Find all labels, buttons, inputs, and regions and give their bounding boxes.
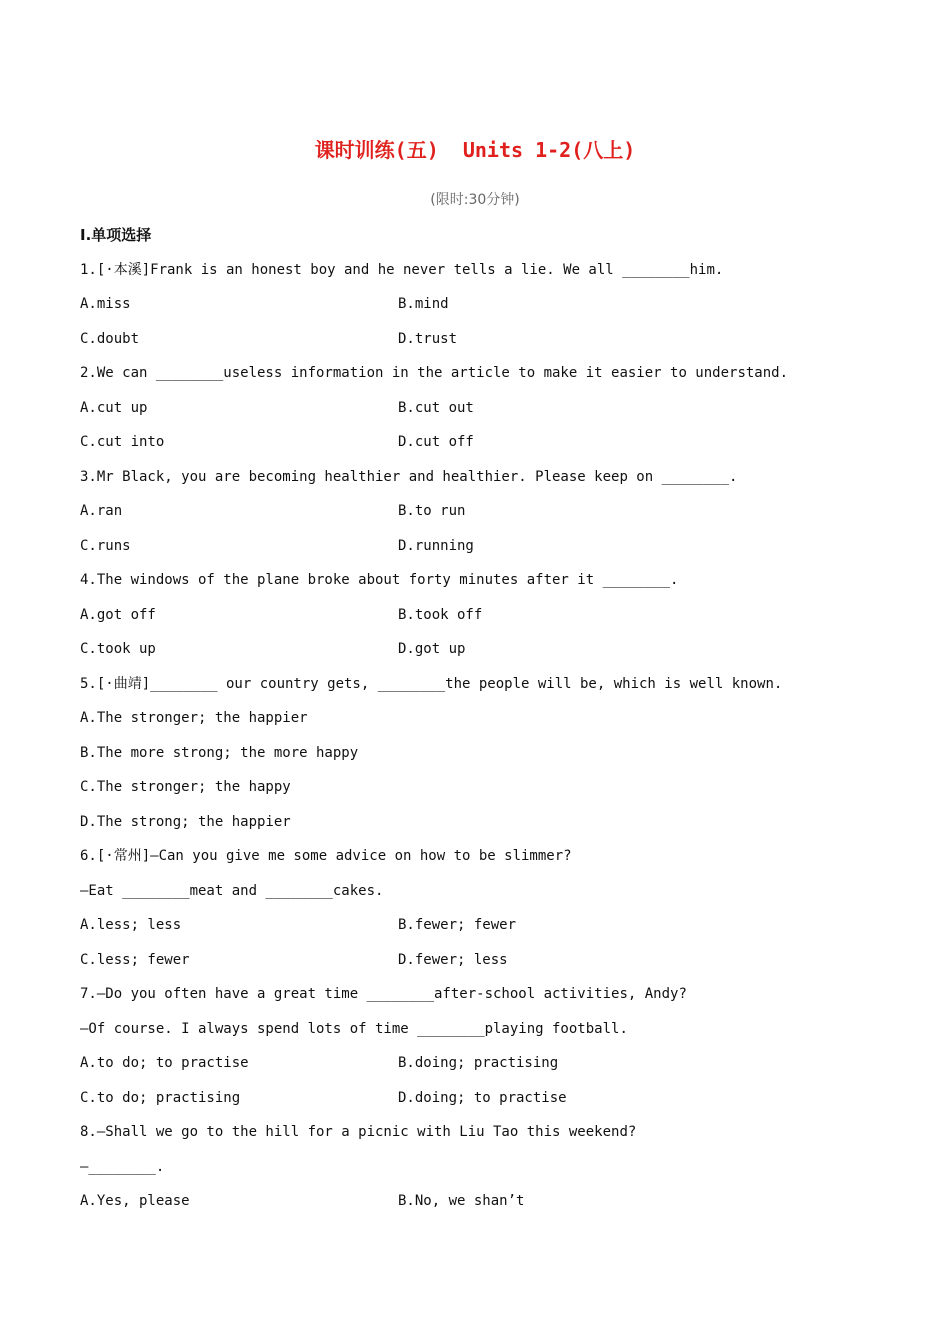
question-8-reply: —________.	[80, 1159, 165, 1175]
question-1-option-a: A.miss	[80, 296, 131, 312]
question-7-option-b: B.doing; practising	[398, 1055, 559, 1071]
question-6-stem: 6.[·常州]—Can you give me some advice on how to be slimmer?	[80, 848, 572, 864]
question-6-option-b: B.fewer; fewer	[398, 917, 517, 933]
question-5-stem: 5.[·曲靖]________ our country gets, ________the people will be, which is well known.	[80, 676, 783, 692]
question-7-reply: —Of course. I always spend lots of time ________playing football.	[80, 1021, 628, 1037]
question-5-option-c: C.The stronger; the happy	[80, 779, 291, 795]
question-4-option-d: D.got up	[398, 641, 466, 657]
question-5-option-a: A.The stronger; the happier	[80, 710, 308, 726]
question-3-option-b: B.to run	[398, 503, 466, 519]
question-2-stem: 2.We can ________useless information in the article to make it easier to understand.	[80, 365, 789, 381]
question-3-stem: 3.Mr Black, you are becoming healthier and healthier. Please keep on ________.	[80, 469, 738, 485]
question-6-reply: —Eat ________meat and ________cakes.	[80, 883, 384, 899]
question-1-option-d: D.trust	[398, 331, 458, 347]
question-6-option-d: D.fewer; less	[398, 952, 508, 968]
question-3-option-a: A.ran	[80, 503, 123, 519]
question-8-option-a: A.Yes, please	[80, 1193, 190, 1209]
question-1-option-c: C.doubt	[80, 331, 140, 347]
question-1-option-b: B.mind	[398, 296, 449, 312]
time-limit: (限时:30分钟)	[430, 192, 520, 208]
question-2-option-d: D.cut off	[398, 434, 474, 450]
question-2-option-a: A.cut up	[80, 400, 148, 416]
question-5-option-d: D.The strong; the happier	[80, 814, 291, 830]
section-heading: Ⅰ.单项选择	[80, 226, 152, 244]
question-2-option-b: B.cut out	[398, 400, 474, 416]
question-3-option-d: D.running	[398, 538, 474, 554]
question-2-option-c: C.cut into	[80, 434, 165, 450]
page-title: 课时训练(五) Units 1-2(八上)	[314, 138, 636, 162]
question-8-stem: 8.—Shall we go to the hill for a picnic with Liu Tao this weekend?	[80, 1124, 637, 1140]
question-7-stem: 7.—Do you often have a great time ________after-school activities, Andy?	[80, 986, 687, 1002]
question-7-option-c: C.to do; practising	[80, 1090, 241, 1106]
question-3-option-c: C.runs	[80, 538, 131, 554]
question-7-option-a: A.to do; to practise	[80, 1055, 249, 1071]
question-6-option-a: A.less; less	[80, 917, 182, 933]
question-5-option-b: B.The more strong; the more happy	[80, 745, 359, 761]
question-4-option-b: B.took off	[398, 607, 483, 623]
question-7-option-d: D.doing; to practise	[398, 1090, 567, 1106]
question-6-option-c: C.less; fewer	[80, 952, 190, 968]
question-8-option-b: B.No, we shan’t	[398, 1193, 525, 1209]
question-1-stem: 1.[·本溪]Frank is an honest boy and he never tells a lie. We all ________him.	[80, 262, 724, 278]
question-4-option-c: C.took up	[80, 641, 156, 657]
question-4-stem: 4.The windows of the plane broke about forty minutes after it ________.	[80, 572, 679, 588]
question-4-option-a: A.got off	[80, 607, 156, 623]
